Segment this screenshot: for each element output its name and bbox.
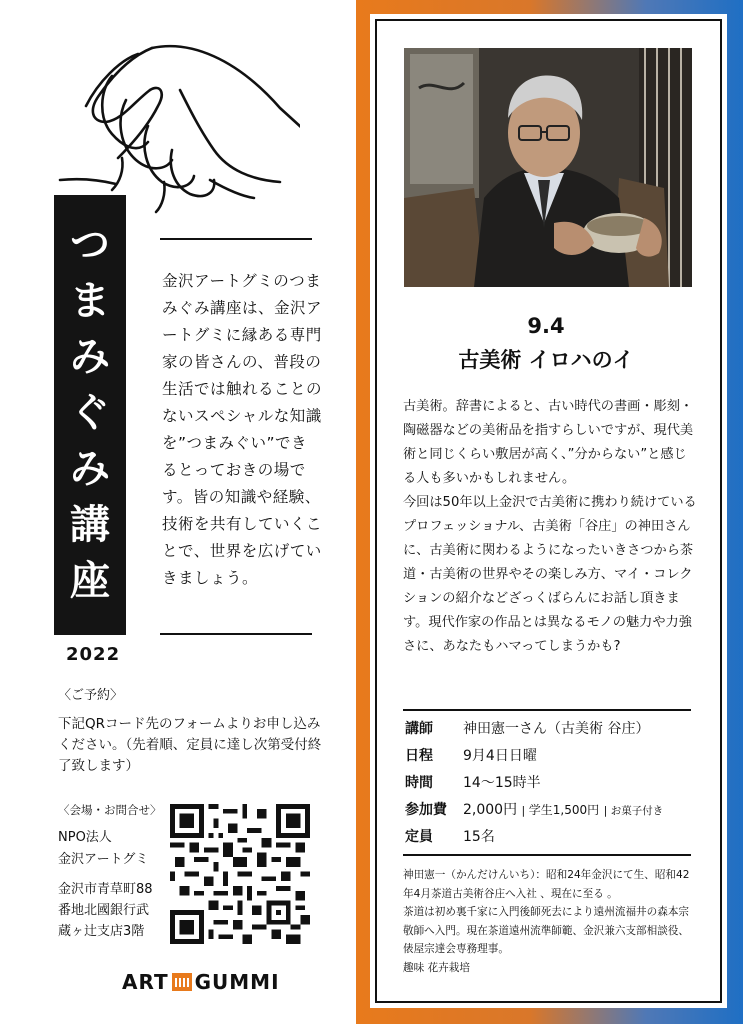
fee-row: 参加費 2,000円 | 学生1,500円 | お菓子付き [405, 799, 663, 819]
lecturer-row [405, 718, 649, 738]
lecturer-value: 神田憲一さん（古美術 谷庄） [463, 721, 650, 737]
qr-code[interactable] [170, 804, 310, 944]
capacity-label: 定員 [405, 829, 433, 845]
logo-text-gummi: GUMMI [194, 970, 280, 994]
left-panel [0, 0, 356, 1024]
time-value: 14〜15時半 [463, 775, 541, 791]
fee-label: 参加費 [405, 802, 447, 818]
address-line2: 番地北國銀行武 [58, 903, 150, 918]
address-line1: 金沢市青草町88 [58, 882, 153, 897]
bio-hobby: 趣味 花卉栽培 [403, 961, 470, 974]
title-char: み [70, 446, 110, 492]
artgummi-logo [122, 970, 280, 994]
org-line2: 金沢アートグミ [58, 852, 149, 867]
capacity-value: 15名 [463, 829, 495, 845]
bio-paragraph-2: 茶道は初め裏千家に入門後師死去により遠州流福井の森本宗敬師へ入門。現在茶道遠州流準師範、金沢兼六支部相談役、俵屋宗達会専務理事。 [403, 906, 690, 955]
schedule-row [405, 745, 537, 765]
title-char: ま [70, 278, 110, 324]
event-title: 古美術 イロハのイ [458, 348, 634, 372]
logo-mark-icon [172, 973, 192, 991]
title-char: つ [70, 222, 110, 268]
title-char: 講 [70, 502, 110, 548]
address-line3: 蔵ヶ辻支店3階 [58, 924, 145, 939]
reservation-text: 下記QRコード先のフォームよりお申し込みください。（先着順、定員に達し次第受付終了致します） [58, 716, 322, 774]
logo-text-art: ART [122, 970, 169, 994]
event-description [403, 395, 698, 659]
year: 2022 [66, 644, 121, 665]
description-paragraph-1: 古美術。辞書によると、古い時代の書画・彫刻・陶磁器などの美術品を指すらしいですが、現代美術と同じくらい敷居が高く、”分からない”と感じる人も多いかもしれません。 [403, 399, 694, 486]
title-char: ぐ [70, 390, 110, 436]
title-char: み [70, 334, 110, 380]
divider [403, 709, 691, 711]
lecturer-label: 講師 [405, 721, 433, 737]
reservation-heading: 〈ご予約〉 [58, 688, 124, 703]
title-char: 座 [70, 558, 110, 604]
capacity-row [405, 826, 495, 846]
venue-heading: 〈会場・お問合せ〉 [58, 803, 162, 817]
time-label: 時間 [405, 775, 433, 791]
lecturer-bio [403, 866, 695, 977]
fee-student: 学生1,500円 [528, 803, 600, 817]
divider [160, 633, 312, 635]
event-date: 9.4 [527, 314, 565, 338]
lecturer-photo [404, 48, 692, 287]
bio-paragraph-1: 神田憲一（かんだけんいち）：昭和24年金沢にて生、昭和42年4月茶道古美術谷庄へ入社 、現在に至る 。 [403, 869, 690, 900]
schedule-value: 9月4日日曜 [463, 748, 537, 764]
divider [403, 854, 691, 856]
vertical-title [54, 195, 126, 635]
intro-text: 金沢アートグミのつまみぐみ講座は、金沢アートグミに縁ある専門家の皆さんの、普段の生活では触れることのないスペシャルな知識を”つまみぐい”できるとっておきの場です。皆の知識や経験、技術を共有していくことで、世界を広げていきましょう。 [162, 272, 323, 587]
time-row [405, 772, 541, 792]
fee-note: お菓子付き [610, 805, 664, 817]
divider [160, 238, 312, 240]
org-line1: NPO法人 [58, 830, 112, 845]
fee-general: 2,000円 [463, 802, 518, 818]
schedule-label: 日程 [405, 748, 433, 764]
description-paragraph-2: 今回は50年以上金沢で古美術に携わり続けているプロフェッショナル、古美術「谷庄」の神田さんに、古美術に関わるようになったいきさつから茶道・古美術の世界やその楽しみ方、マイ・コレクションの紹介などざっくばらんにお話し頂きます。現代作家の作品とは異なるモノの魅力や力強さに、あなたもハマってしまうかも? [403, 495, 697, 654]
